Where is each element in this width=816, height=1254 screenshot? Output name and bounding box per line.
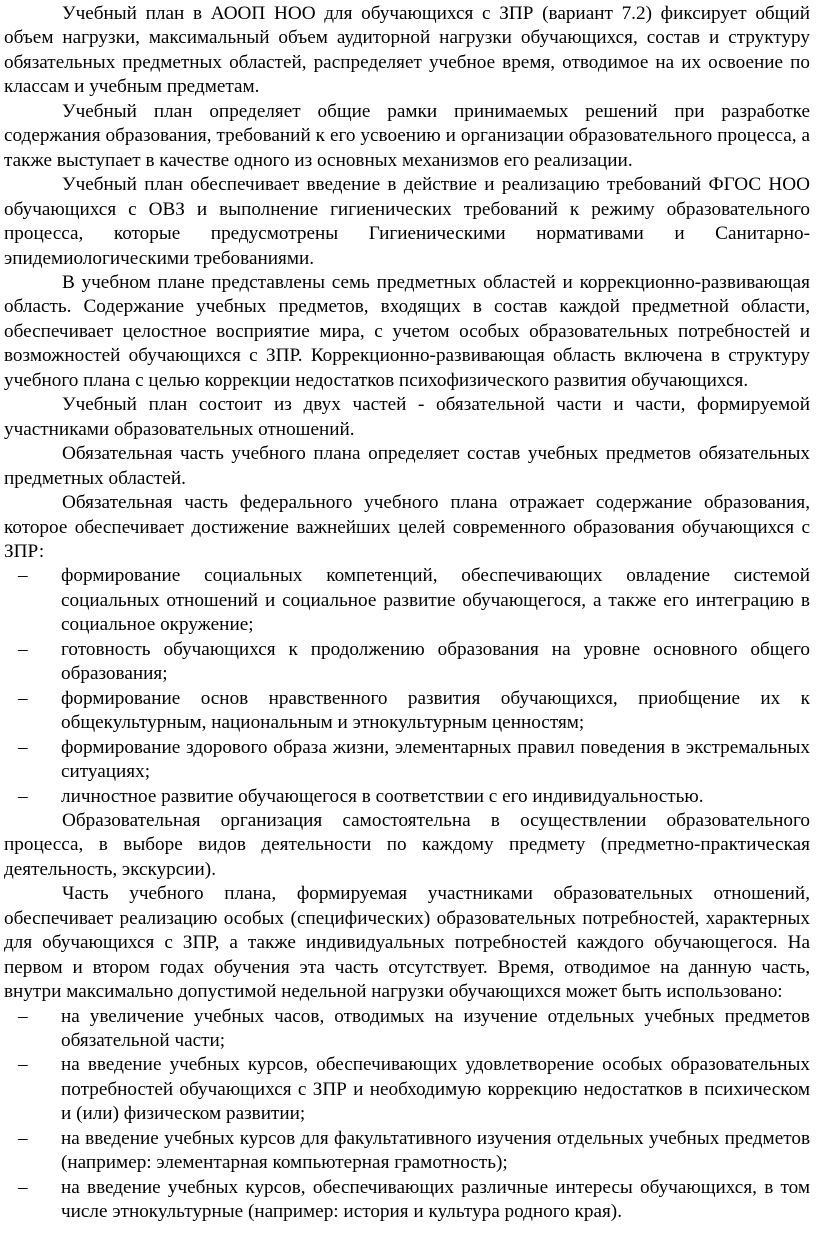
list-item [4, 564, 810, 637]
list-item-text: формирование социальных компетенций, обеспечивающих овладение системой социальных отношений и социальное развитие обучающегося, а также его интеграцию в социальное окружение; [61, 565, 810, 636]
dash-bullet: – [18, 687, 28, 709]
list-item-text: личностное развитие обучающегося в соответствии с его индивидуальностью. [61, 785, 704, 807]
paragraph-curriculum-scope: Учебный план в АООП НОО для обучающихся с ЗПР (вариант 7.2) фиксирует общий объем нагрузки, максимальный объем аудиторной нагрузки обучающихся, состав и структуру обязательных предметных областей, распределяет учебное время, отводимое на их освоение по классам и учебным предметам. [4, 3, 810, 98]
list-item [4, 1005, 810, 1054]
dash-bullet: – [18, 565, 28, 587]
dash-bullet: – [18, 736, 28, 758]
goals-list [4, 564, 810, 809]
list-item [4, 1176, 810, 1225]
list-item-text: формирование основ нравственного развития обучающихся, приобщение их к общекультурным, национальным и этнокультурным ценностям; [61, 687, 810, 734]
list-item-text: формирование здорового образа жизни, элементарных правил поведения в экстремальных ситуациях; [61, 736, 810, 783]
list-item-text: готовность обучающихся к продолжению образования на уровне основного общего образования; [61, 638, 810, 685]
paragraph-curriculum-framework: Учебный план определяет общие рамки принимаемых решений при разработке содержания образования, требований к его усвоению и организации образовательного процесса, а также выступает в качестве одного из основных механизмов его реализации. [4, 100, 810, 171]
usage-list [4, 1005, 810, 1225]
paragraph-fgos-requirements: Учебный план обеспечивает введение в действие и реализацию требований ФГОС НОО обучающихся с ОВЗ и выполнение гигиенических требований к режиму образовательного процесса, которые предусмотрены Гигиеническими нормативами и Санитарно-эпидемиологическими требованиями. [4, 174, 810, 269]
list-item [4, 1053, 810, 1126]
list-item [4, 638, 810, 687]
list-item-text: на введение учебных курсов для факультативного изучения отдельных учебных предметов (например: элементарная компьютерная грамотность); [61, 1127, 810, 1174]
list-item [4, 785, 810, 809]
paragraph-plan-parts: Учебный план состоит из двух частей - обязательной части и части, формируемой участниками образовательных отношений. [4, 394, 810, 440]
dash-bullet: – [18, 1054, 28, 1076]
dash-bullet: – [18, 1005, 28, 1027]
dash-bullet: – [18, 1127, 28, 1149]
paragraph-subject-areas: В учебном плане представлены семь предметных областей и коррекционно-развивающая область. Содержание учебных предметов, входящих в состав каждой предметной области, обеспечивает целостное восприятие мира, с учетом особых образовательных потребностей и возможностей обучающихся с ЗПР. Коррекционно-развивающая область включена в структуру учебного плана с целью коррекции недостатков психофизического развития обучающихся. [4, 271, 810, 391]
paragraph-participants-part: Часть учебного плана, формируемая участниками образовательных отношений, обеспечивает реализацию особых (специфических) образовательных потребностей, характерных для обучающихся с ЗПР, а также индивидуальных потребностей каждого обучающегося. На первом и втором годах обучения эта часть отсутствует. Время, отводимое на данную часть, внутри максимально допустимой недельной нагрузки обучающихся может быть использовано: [4, 883, 810, 1003]
dash-bullet: – [18, 1176, 28, 1198]
list-item-text: на введение учебных курсов, обеспечивающих удовлетворение особых образовательных потребностей обучающихся с ЗПР и необходимую коррекцию недостатков в психическом и (или) физическом развитии; [61, 1054, 810, 1125]
list-item [4, 1127, 810, 1176]
list-item [4, 687, 810, 736]
list-item [4, 736, 810, 785]
list-item-text: на увеличение учебных часов, отводимых на изучение отдельных учебных предметов обязательной части; [61, 1005, 810, 1052]
dash-bullet: – [18, 785, 28, 807]
paragraph-federal-plan-goals: Обязательная часть федерального учебного плана отражает содержание образования, которое обеспечивает достижение важнейших целей современного образования обучающихся с ЗПР: [4, 492, 810, 562]
dash-bullet: – [18, 638, 28, 660]
list-item-text: на введение учебных курсов, обеспечивающих различные интересы обучающихся, в том числе этнокультурные (например: история и культура родного края). [61, 1176, 810, 1223]
paragraph-organization-autonomy: Образовательная организация самостоятельна в осуществлении образовательного процесса, в выборе видов деятельности по каждому предмету (предметно-практическая деятельность, экскурсии). [4, 809, 810, 880]
paragraph-mandatory-part: Обязательная часть учебного плана определяет состав учебных предметов обязательных предметных областей. [4, 443, 810, 489]
